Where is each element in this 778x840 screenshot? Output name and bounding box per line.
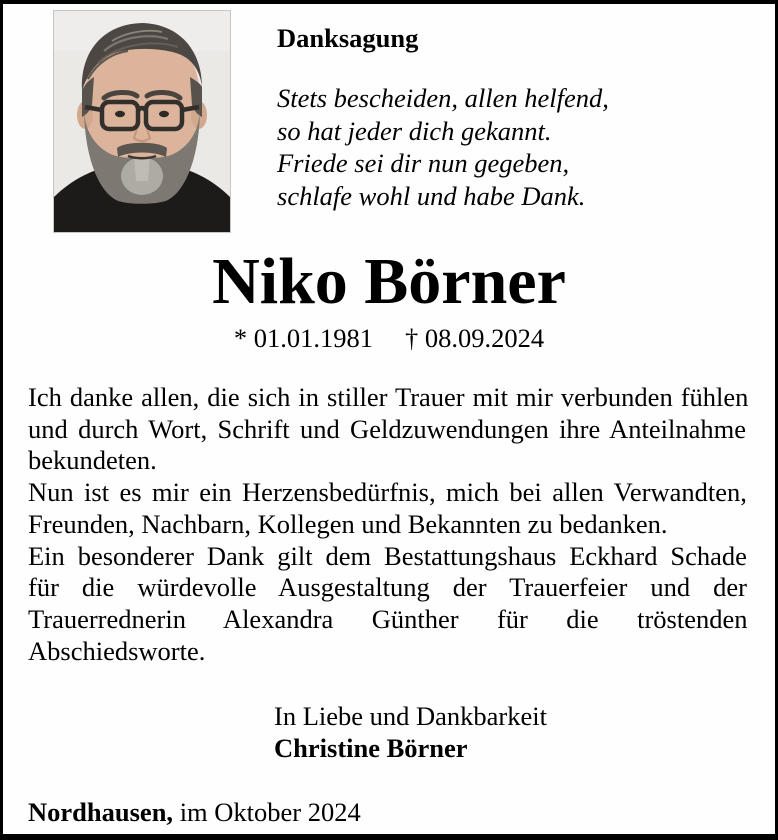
poem-line: Friede sei dir nun gegeben,: [277, 148, 570, 178]
poem-line: Stets bescheiden, allen helfend,: [277, 83, 609, 113]
body-line: Abschiedsworte.: [28, 635, 206, 666]
body-line: Ich danke allen, die sich in stiller Trauer mit mir verbunden fühlen: [28, 382, 749, 412]
life-dates: [3, 322, 775, 354]
body-line: bekundeten.: [28, 445, 157, 476]
poem-line: schlafe wohl und habe Dank.: [277, 180, 586, 211]
body-line: Freunden, Nachbarn, Kollegen und Bekannten zu bedanken.: [28, 508, 668, 539]
portrait-illustration: [54, 11, 230, 232]
memorial-poem: [277, 82, 609, 212]
closing-block: [274, 700, 547, 764]
notice-type-heading: Danksagung: [277, 23, 419, 53]
born-symbol: *: [233, 323, 248, 353]
death-date: † 08.09.2024: [405, 323, 545, 353]
poem-line: so hat jeder dich gekannt.: [277, 115, 552, 146]
portrait-photo: [54, 11, 230, 232]
thanks-text: [28, 382, 750, 667]
body-line: Trauerrednerin Alexandra Günther für die tröstenden: [28, 603, 748, 634]
deceased-name: Niko Börner: [212, 245, 566, 318]
signature-name: Christine Börner: [274, 733, 468, 763]
place-name: Nordhausen,: [28, 797, 174, 827]
closing-line: In Liebe und Dankbarkeit: [274, 701, 547, 731]
issue-date: im Oktober 2024: [179, 797, 361, 827]
body-line: Nun ist es mir ein Herzensbedürfnis, mich bei allen Verwandten,: [28, 477, 747, 508]
body-line: Ein besonderer Dank gilt dem Bestattungshaus Eckhard Schade: [28, 540, 747, 571]
cross-symbol: †: [405, 323, 419, 353]
body-line: für die würdevolle Ausgestaltung der Trauerfeier und der: [28, 572, 747, 603]
birth-date: * 01.01.1981: [233, 323, 373, 353]
body-line: und durch Wort, Schrift und Geldzuwendungen ihre Anteilnahme: [28, 413, 747, 444]
place-date-line: [28, 796, 361, 828]
